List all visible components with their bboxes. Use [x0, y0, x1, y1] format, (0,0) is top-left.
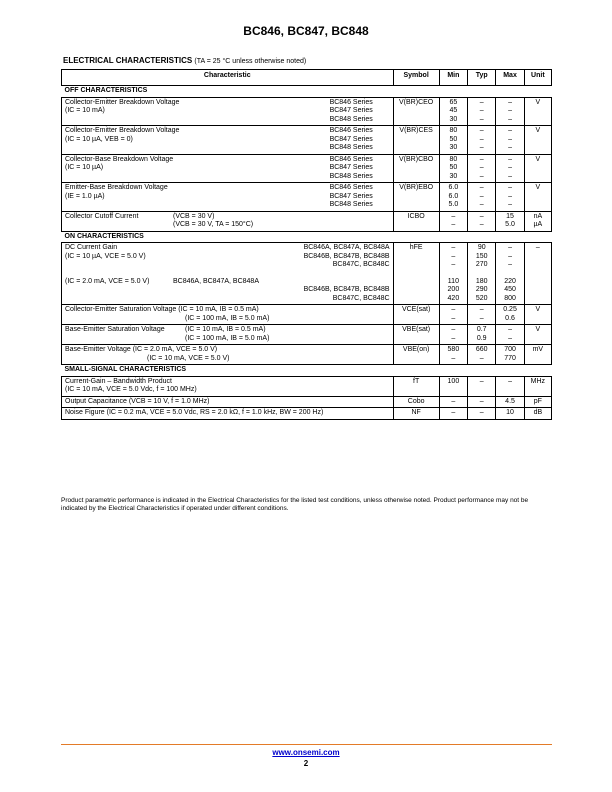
- section-off: OFF CHARACTERISTICS: [62, 86, 552, 98]
- typ-value: 150: [475, 252, 488, 260]
- section-on: ON CHARACTERISTICS: [62, 231, 552, 243]
- param-condition: (IC = 10 mA): [65, 107, 105, 114]
- typ-value: 180: [475, 277, 488, 285]
- document-title: BC846, BC847, BC848: [243, 24, 369, 38]
- param-name: Collector Cutoff Current: [65, 212, 139, 220]
- max-value: –: [508, 261, 512, 268]
- symbol-cell: V(BR)CEO: [393, 97, 439, 126]
- min-value: 30: [449, 172, 458, 180]
- typ-value: –: [479, 135, 484, 143]
- min-value: –: [439, 408, 467, 420]
- min-value: 50: [449, 164, 458, 171]
- param-condition: (IC = 100 mA, IB = 5.0 mA): [185, 314, 270, 322]
- col-characteristic: Characteristic: [62, 70, 394, 86]
- min-value: –: [451, 221, 456, 228]
- param-condition: (IC = 2.0 mA, VCE = 5.0 V): [65, 277, 150, 285]
- max-value: 4.5: [496, 396, 524, 408]
- min-value: –: [451, 212, 456, 220]
- typ-value: 270: [475, 261, 488, 268]
- min-value: 30: [449, 144, 458, 151]
- max-value: 800: [504, 294, 516, 302]
- max-value: –: [508, 326, 512, 333]
- param-name: Base-Emitter Saturation Voltage: [65, 326, 165, 333]
- min-value: –: [451, 306, 456, 313]
- unit-cell: V: [524, 183, 551, 212]
- symbol-cell: NF: [393, 408, 439, 420]
- min-value: 30: [449, 115, 458, 123]
- max-value: –: [508, 244, 512, 251]
- series-label: BC848 Series: [329, 172, 373, 180]
- max-value: –: [508, 334, 512, 342]
- max-value: –: [508, 98, 512, 106]
- performance-note: Product parametric performance is indicated in the Electrical Characteristics for the listed test conditions, unless otherwise noted. Product performance may not be indicated by the Electrical Characteristics if operated under different conditions.: [61, 497, 529, 512]
- max-value: –: [508, 155, 512, 163]
- typ-value: –: [479, 212, 484, 220]
- max-value: 0.6: [505, 314, 515, 322]
- param-name: Collector-Base Breakdown Voltage: [65, 155, 174, 163]
- unit-cell: V: [524, 97, 551, 126]
- typ-value: –: [468, 396, 496, 408]
- symbol-cell: ICBO: [393, 211, 439, 231]
- typ-value: –: [468, 376, 496, 396]
- param-name: Current-Gain – Bandwidth Product: [65, 377, 172, 385]
- param-condition: (IC = 10 mA, VCE = 5.0 V): [147, 354, 230, 362]
- heading-label: ELECTRICAL CHARACTERISTICS: [63, 56, 193, 65]
- param-condition: (IC = 10 µA): [65, 164, 104, 171]
- max-value: –: [508, 184, 512, 191]
- typ-value: 0.9: [476, 334, 487, 342]
- unit-value: nA: [533, 212, 543, 220]
- typ-value: –: [479, 192, 484, 200]
- param-condition: (IC = 100 mA, IB = 5.0 mA): [185, 334, 270, 342]
- group-label: BC846B, BC847B, BC848B: [303, 286, 390, 293]
- min-value: 65: [449, 98, 458, 106]
- param-condition: (VCB = 30 V): [173, 212, 215, 220]
- param-condition: (VCB = 30 V, TA = 150°C): [173, 221, 254, 228]
- series-label: BC847 Series: [329, 192, 373, 200]
- symbol-cell: hFE: [393, 243, 439, 305]
- series-label: BC848 Series: [329, 201, 373, 208]
- table-row: [62, 243, 552, 305]
- table-row: [62, 376, 552, 396]
- series-label: BC846 Series: [329, 98, 373, 106]
- table-row: [62, 211, 552, 231]
- symbol-cell: V(BR)CBO: [393, 154, 439, 183]
- page-number: 2: [303, 759, 309, 768]
- param-name: Output Capacitance (VCB = 10 V, f = 1.0 MHz): [62, 396, 394, 408]
- max-value: –: [508, 164, 512, 171]
- min-value: 80: [449, 127, 458, 134]
- min-value: –: [451, 261, 456, 268]
- unit-cell: mV: [524, 345, 551, 365]
- series-label: BC847 Series: [329, 135, 373, 143]
- max-value: –: [508, 107, 512, 114]
- typ-value: –: [479, 155, 484, 163]
- typ-value: –: [468, 408, 496, 420]
- typ-value: –: [479, 314, 484, 322]
- min-value: –: [439, 396, 467, 408]
- typ-value: 90: [477, 244, 486, 251]
- typ-value: –: [479, 306, 484, 313]
- unit-cell: –: [524, 243, 551, 305]
- max-value: –: [508, 172, 512, 180]
- group-label: BC847C, BC848C: [332, 294, 390, 302]
- min-value: –: [451, 326, 456, 333]
- series-label: BC846 Series: [329, 155, 373, 163]
- max-value: –: [508, 144, 512, 151]
- unit-value: µA: [533, 221, 543, 228]
- unit-cell: V: [524, 305, 551, 325]
- table-row: [62, 408, 552, 420]
- table-row: [62, 183, 552, 212]
- table-header-row: [62, 70, 552, 86]
- max-value: 0.25: [503, 306, 517, 313]
- min-value: 6.0: [448, 192, 459, 200]
- unit-cell: dB: [524, 408, 551, 420]
- param-name: Base-Emitter Voltage (IC = 2.0 mA, VCE = 5.0 V): [65, 346, 218, 353]
- unit-cell: pF: [524, 396, 551, 408]
- table-row: [62, 396, 552, 408]
- heading-condition: (TA = 25 °C unless otherwise noted): [194, 58, 307, 65]
- max-value: 770: [504, 354, 516, 362]
- unit-cell: V: [524, 325, 551, 345]
- typ-value: –: [479, 127, 484, 134]
- max-value: –: [508, 192, 512, 200]
- typ-value: –: [479, 354, 484, 362]
- typ-value: –: [479, 115, 484, 123]
- typ-value: –: [479, 98, 484, 106]
- param-name: Collector-Emitter Saturation Voltage (IC = 10 mA, IB = 0.5 mA): [65, 306, 259, 313]
- typ-value: –: [479, 184, 484, 191]
- electrical-characteristics-table: [61, 69, 552, 420]
- table-row: [62, 345, 552, 365]
- min-value: 45: [449, 107, 458, 114]
- typ-value: –: [479, 164, 484, 171]
- typ-value: –: [479, 107, 484, 114]
- footer-rule: [61, 744, 552, 745]
- min-value: 110: [447, 277, 459, 285]
- group-label: BC847C, BC848C: [332, 261, 390, 268]
- series-label: BC846 Series: [329, 184, 373, 191]
- symbol-cell: VCE(sat): [393, 305, 439, 325]
- symbol-cell: Cobo: [393, 396, 439, 408]
- section-small-signal: SMALL-SIGNAL CHARACTERISTICS: [62, 365, 552, 377]
- param-name: Noise Figure (IC = 0.2 mA, VCE = 5.0 Vdc, RS = 2.0 kΩ, f = 1.0 kHz, BW = 200 Hz): [62, 408, 394, 420]
- max-value: –: [508, 135, 512, 143]
- min-value: 50: [449, 135, 458, 143]
- min-value: –: [451, 354, 456, 362]
- col-typ: Typ: [468, 70, 496, 86]
- typ-value: 0.7: [476, 326, 487, 333]
- typ-value: –: [479, 221, 484, 228]
- min-value: 80: [449, 155, 458, 163]
- param-name: Emitter-Base Breakdown Voltage: [65, 184, 168, 191]
- unit-cell: V: [524, 154, 551, 183]
- min-value: –: [451, 252, 456, 260]
- min-value: 200: [447, 286, 460, 293]
- symbol-cell: V(BR)EBO: [393, 183, 439, 212]
- min-value: 580: [447, 346, 460, 353]
- typ-value: 520: [475, 294, 488, 302]
- series-label: BC847 Series: [329, 164, 373, 171]
- param-condition: (IC = 10 mA, IB = 0.5 mA): [185, 326, 266, 333]
- col-min: Min: [439, 70, 467, 86]
- col-unit: Unit: [524, 70, 551, 86]
- group-label: BC846A, BC847A, BC848A: [173, 277, 259, 285]
- min-value: –: [451, 314, 456, 322]
- max-value: –: [496, 376, 524, 396]
- typ-value: 290: [475, 286, 488, 293]
- typ-value: –: [479, 172, 484, 180]
- unit-cell: MHz: [524, 376, 551, 396]
- series-label: BC847 Series: [329, 107, 373, 114]
- table-row: [62, 126, 552, 155]
- max-value: –: [508, 252, 512, 260]
- group-label: BC846A, BC847A, BC848A: [303, 244, 390, 251]
- max-value: –: [508, 127, 512, 134]
- min-value: 420: [447, 294, 460, 302]
- min-value: 6.0: [448, 184, 459, 191]
- website-link[interactable]: www.onsemi.com: [272, 748, 340, 757]
- table-row: [62, 97, 552, 126]
- min-value: –: [451, 334, 456, 342]
- unit-cell: V: [524, 126, 551, 155]
- typ-value: 660: [475, 346, 488, 353]
- series-label: BC848 Series: [329, 144, 373, 151]
- max-value: 450: [504, 286, 516, 293]
- param-name: Collector-Emitter Breakdown Voltage: [65, 98, 180, 106]
- param-condition: (IC = 10 mA, VCE = 5.0 Vdc, f = 100 MHz): [65, 386, 197, 393]
- series-label: BC846 Series: [329, 127, 373, 134]
- symbol-cell: VBE(sat): [393, 325, 439, 345]
- max-value: –: [508, 115, 512, 123]
- max-value: –: [508, 201, 512, 208]
- param-condition: (IC = 10 µA, VEB = 0): [65, 135, 133, 143]
- symbol-cell: fT: [393, 376, 439, 396]
- typ-value: –: [479, 144, 484, 151]
- min-value: 5.0: [448, 201, 459, 208]
- series-label: BC848 Series: [329, 115, 373, 123]
- group-label: BC846B, BC847B, BC848B: [303, 252, 390, 260]
- param-name: DC Current Gain: [65, 244, 118, 251]
- col-symbol: Symbol: [393, 70, 439, 86]
- max-value: 700: [504, 346, 516, 353]
- typ-value: –: [479, 201, 484, 208]
- table-row: [62, 305, 552, 325]
- min-value: –: [451, 244, 456, 251]
- table-row: [62, 154, 552, 183]
- max-value: 5.0: [505, 221, 515, 228]
- symbol-cell: VBE(on): [393, 345, 439, 365]
- max-value: 10: [496, 408, 524, 420]
- max-value: 15: [506, 212, 514, 220]
- section-heading: [63, 56, 306, 65]
- min-value: 100: [439, 376, 467, 396]
- max-value: 220: [504, 277, 516, 285]
- symbol-cell: V(BR)CES: [393, 126, 439, 155]
- param-name: Collector-Emitter Breakdown Voltage: [65, 127, 180, 134]
- table-row: [62, 325, 552, 345]
- param-condition: (IE = 1.0 µA): [65, 192, 105, 200]
- param-condition: (IC = 10 µA, VCE = 5.0 V): [65, 252, 146, 260]
- col-max: Max: [496, 70, 524, 86]
